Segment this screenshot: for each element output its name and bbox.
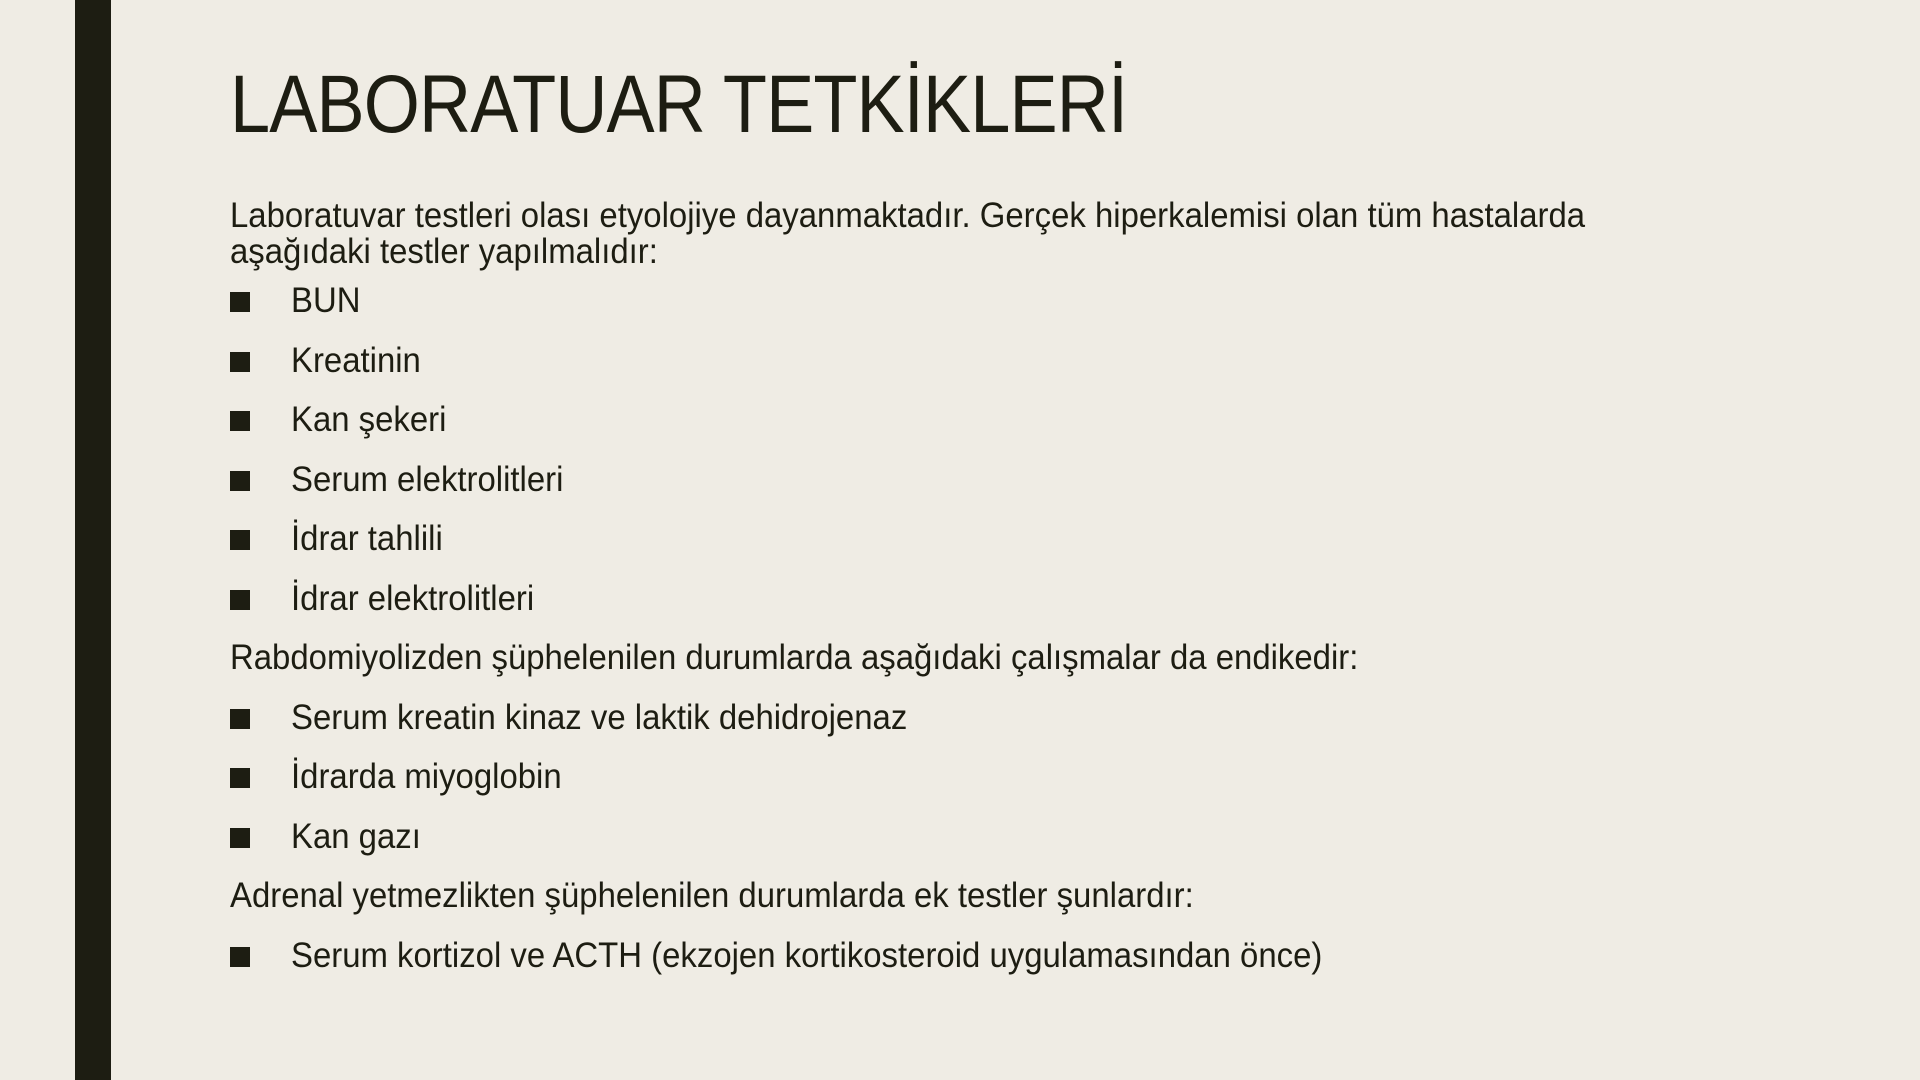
- list-item: [230, 578, 1690, 641]
- list-item: [230, 521, 1690, 581]
- list-item: [230, 759, 1690, 819]
- list-item-text: İdrar tahlili: [291, 519, 443, 558]
- list-item: [230, 935, 1690, 998]
- square-bullet-icon: [230, 768, 250, 788]
- list-item: [230, 697, 1690, 760]
- square-bullet-icon: [230, 828, 250, 848]
- list-item-text: BUN: [291, 281, 361, 320]
- square-bullet-icon: [230, 947, 250, 967]
- slide-body: [230, 198, 1690, 997]
- list-item: [230, 816, 1690, 879]
- section-1-list: [230, 283, 1690, 640]
- square-bullet-icon: [230, 411, 250, 431]
- slide-title: LABORATUAR TETKİKLERİ: [230, 59, 1128, 150]
- accent-side-bar: [75, 0, 111, 1080]
- list-item-text: İdrar elektrolitleri: [291, 578, 535, 618]
- list-item-text: Kan gazı: [291, 816, 421, 856]
- list-item-text: Kreatinin: [291, 340, 421, 380]
- section-3-intro: Adrenal yetmezlikten şüphelenilen durumlarda ek testler şunlardır:: [230, 876, 1194, 915]
- square-bullet-icon: [230, 709, 250, 729]
- list-item-text: Serum elektrolitleri: [291, 459, 564, 499]
- square-bullet-icon: [230, 590, 250, 610]
- section-2-list: [230, 697, 1690, 879]
- section-1-intro: Laboratuvar testleri olası etyolojiye dayanmaktadır. Gerçek hiperkalemisi olan tüm hastalarda aşağıdaki testler yapılmalıdır:: [230, 196, 1586, 271]
- list-item: [230, 340, 1690, 403]
- list-item-text: Serum kreatin kinaz ve laktik dehidrojenaz: [291, 697, 908, 737]
- list-item-text: İdrarda miyoglobin: [291, 757, 562, 796]
- section-2-intro: Rabdomiyolizden şüphelenilen durumlarda aşağıdaki çalışmalar da endikedir:: [230, 638, 1359, 677]
- list-item-text: Kan şekeri: [291, 400, 447, 439]
- square-bullet-icon: [230, 292, 250, 312]
- square-bullet-icon: [230, 471, 250, 491]
- list-item-text: Serum kortizol ve ACTH (ekzojen kortikosteroid uygulamasından önce): [291, 935, 1323, 975]
- square-bullet-icon: [230, 352, 250, 372]
- list-item: [230, 283, 1690, 343]
- list-item: [230, 402, 1690, 462]
- square-bullet-icon: [230, 530, 250, 550]
- list-item: [230, 459, 1690, 522]
- section-3-list: [230, 935, 1690, 998]
